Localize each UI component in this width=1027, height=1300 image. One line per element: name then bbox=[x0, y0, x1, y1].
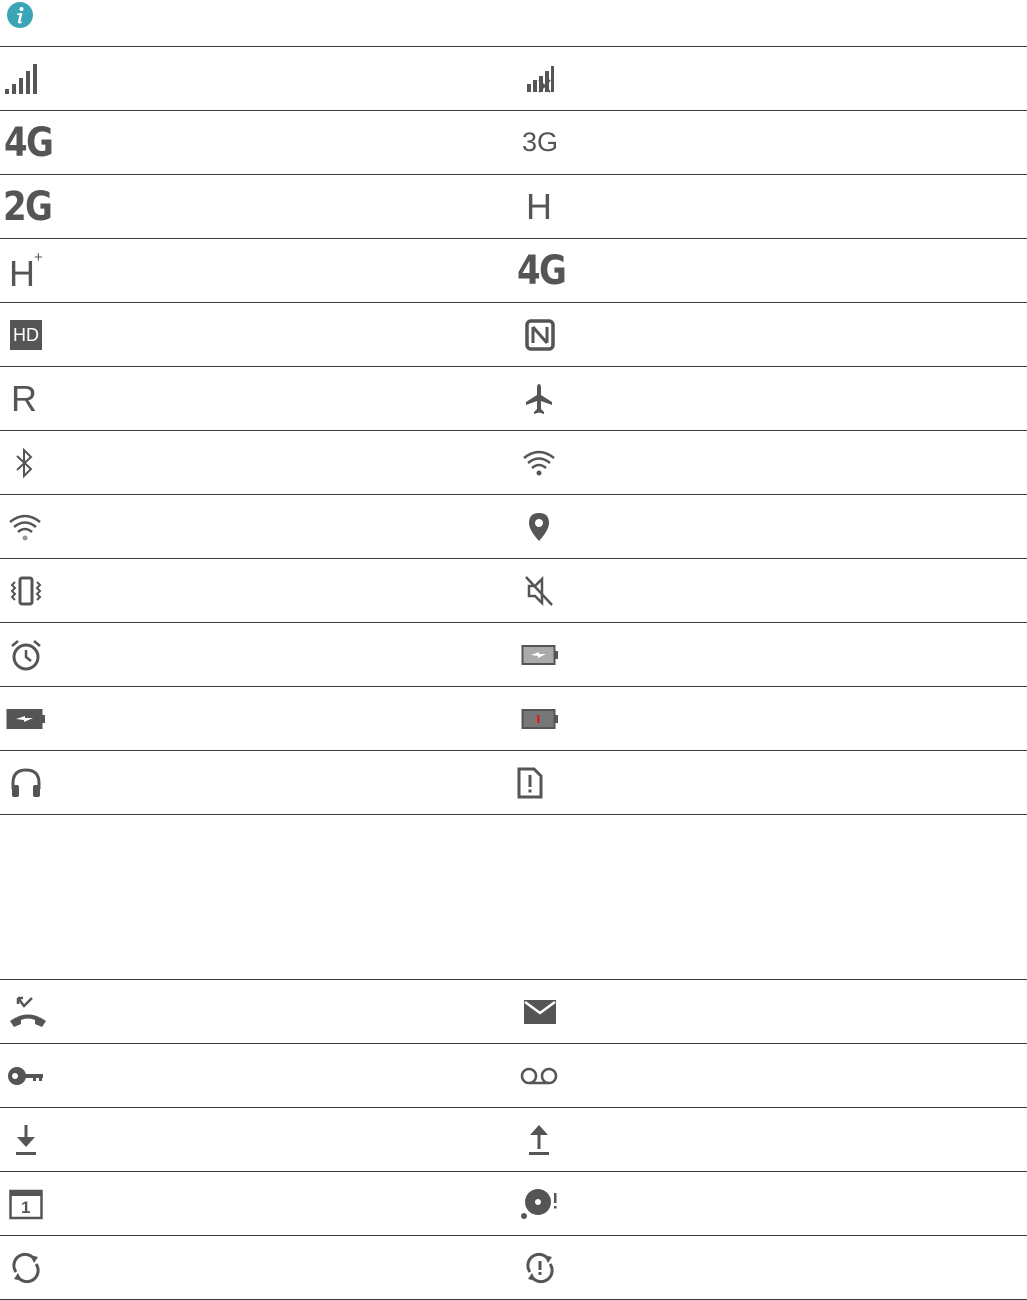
h-plus-icon: H + bbox=[9, 248, 43, 294]
storage-full-icon bbox=[520, 1187, 560, 1221]
sync-failed-icon bbox=[524, 1252, 556, 1284]
notification-icon-table bbox=[0, 979, 1027, 1300]
table-row bbox=[0, 622, 1027, 686]
table-row bbox=[0, 1235, 1027, 1300]
3g-icon: 3G bbox=[522, 127, 559, 157]
battery-full-charging-icon bbox=[6, 708, 46, 730]
email-icon bbox=[523, 999, 557, 1025]
info-icon bbox=[6, 1, 34, 29]
hd-icon: HD bbox=[10, 320, 42, 350]
bluetooth-icon bbox=[13, 447, 37, 479]
table-row bbox=[0, 1043, 1027, 1107]
table-row bbox=[0, 750, 1027, 815]
vibration-icon bbox=[9, 576, 43, 606]
table-row bbox=[0, 366, 1027, 430]
location-icon bbox=[528, 512, 550, 542]
table-row bbox=[0, 302, 1027, 366]
table-row bbox=[0, 46, 1027, 110]
table-row bbox=[0, 686, 1027, 750]
sync-icon bbox=[10, 1252, 42, 1284]
nfc-icon bbox=[525, 319, 555, 351]
h-icon: H bbox=[526, 185, 552, 227]
calendar-icon: 1 bbox=[9, 1188, 43, 1220]
table-row bbox=[0, 430, 1027, 494]
table-row bbox=[0, 174, 1027, 238]
wifi-icon bbox=[522, 449, 556, 477]
battery-low-icon bbox=[521, 708, 559, 730]
table-row bbox=[0, 110, 1027, 174]
airplane-mode-icon bbox=[525, 383, 553, 415]
alarm-icon bbox=[10, 639, 42, 671]
no-sim-icon bbox=[516, 766, 544, 800]
wifi-no-internet-icon bbox=[8, 513, 42, 541]
battery-charging-icon bbox=[521, 644, 559, 666]
table-row bbox=[0, 979, 1027, 1043]
table-row bbox=[0, 494, 1027, 558]
table-row bbox=[0, 238, 1027, 302]
roaming-icon: R bbox=[11, 377, 37, 419]
headset-icon bbox=[10, 767, 42, 799]
2g-icon: 2G bbox=[3, 183, 52, 230]
upload-icon bbox=[527, 1123, 551, 1157]
silent-icon bbox=[524, 575, 554, 607]
missed-call-icon bbox=[8, 995, 48, 1029]
no-signal-icon bbox=[526, 64, 556, 94]
vpn-key-icon bbox=[7, 1065, 45, 1087]
table-row bbox=[0, 1171, 1027, 1235]
voicemail-icon bbox=[519, 1066, 559, 1086]
status-icon-table bbox=[0, 46, 1027, 815]
table-row bbox=[0, 558, 1027, 622]
signal-strength-icon bbox=[4, 62, 40, 96]
table-row bbox=[0, 1107, 1027, 1171]
4g-plus-icon: 4G bbox=[517, 247, 566, 294]
download-icon bbox=[14, 1123, 38, 1157]
4g-icon: 4G bbox=[4, 119, 53, 166]
